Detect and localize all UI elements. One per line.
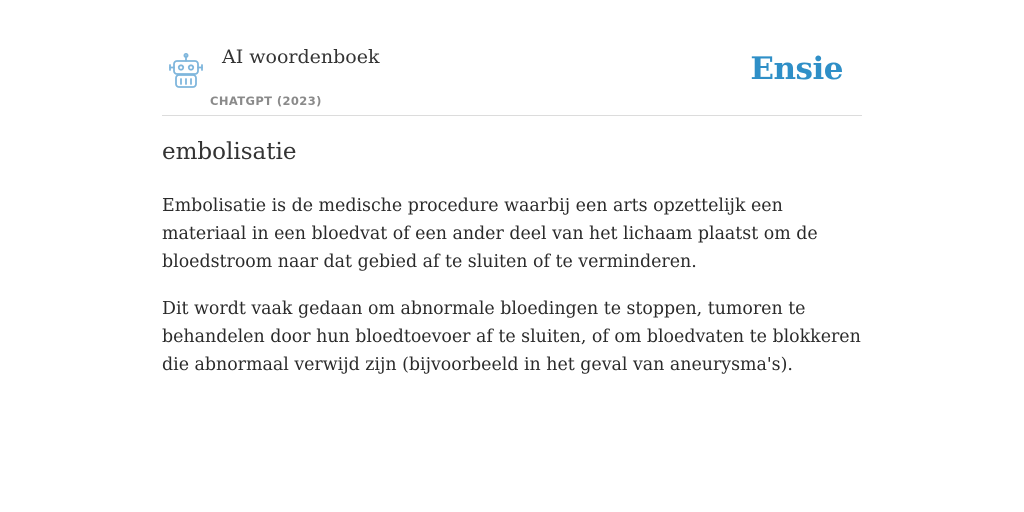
brand-logo-link[interactable]: Ensie bbox=[750, 51, 843, 87]
entry-paragraph: Embolisatie is de medische procedure waarbij een arts opzettelijk een materiaal in een bloedvat of een ander deel van het lichaam plaatst om de bloedstroom naar dat gebied af te sluiten of te verminderen. bbox=[162, 196, 818, 272]
source-subtitle: CHATGPT (2023) bbox=[210, 94, 322, 108]
source-title: AI woordenboek bbox=[222, 46, 380, 68]
entry-term: embolisatie bbox=[162, 139, 297, 165]
entry-header bbox=[162, 40, 862, 116]
entry-paragraph: Dit wordt vaak gedaan om abnormale bloedingen te stoppen, tumoren te behandelen door hun bloedtoevoer af te sluiten, of om bloedvaten te blokkeren die abnormaal verwijd zijn (bijvoorbeeld in het geval van aneurysma's). bbox=[162, 299, 861, 375]
robot-icon bbox=[166, 53, 206, 89]
